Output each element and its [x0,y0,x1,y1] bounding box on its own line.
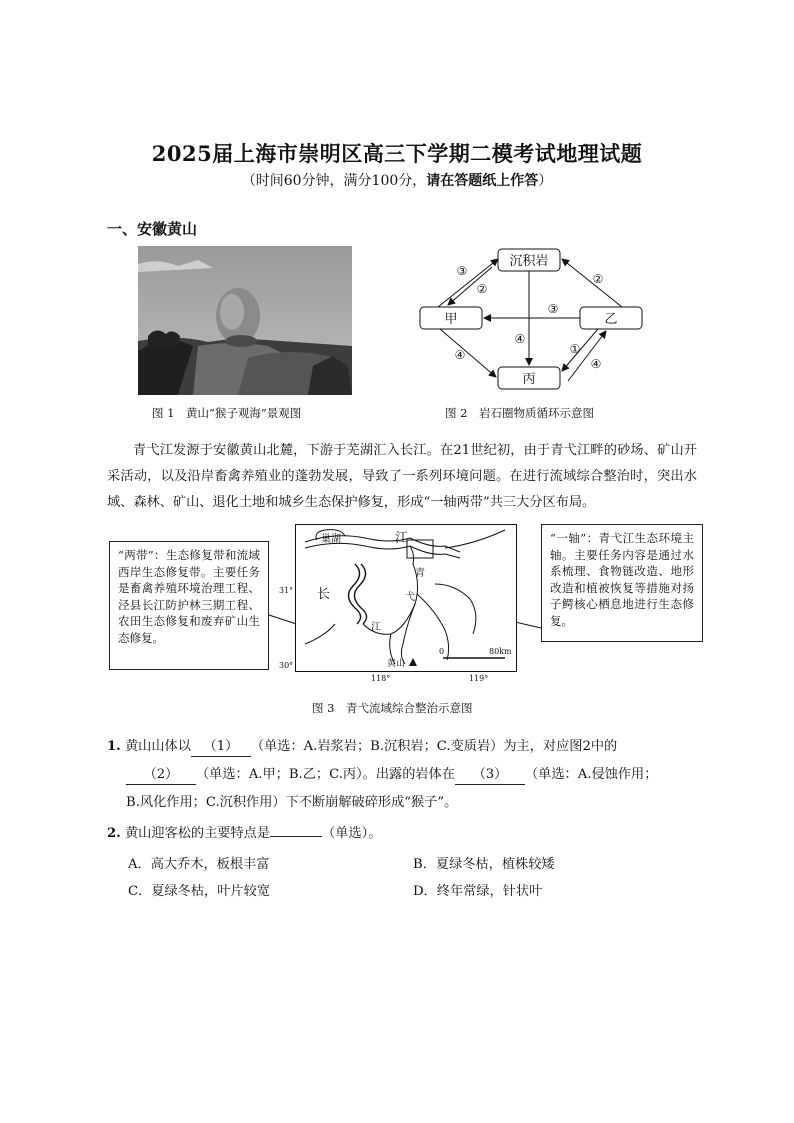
label-4-center: ④ [514,332,526,346]
question-number: 2. [107,826,121,841]
river-chang-label: 长 [317,587,331,602]
label-4-left: ④ [454,348,466,362]
rock-cycle-diagram [410,243,660,393]
qingyi-river-map [295,524,517,672]
answer-blank-1[interactable]: （1） [191,738,251,757]
label-2-left: ② [476,282,488,296]
question-text: B.风化作用；C.沉积作用）下不断崩解破碎形成“猴子”。 [126,795,458,810]
node-bottom-label: 丙 [522,372,536,387]
instructions-close: ） [538,173,553,189]
label-3-left: ③ [456,264,468,278]
huangshan-monkey-photo [138,246,352,395]
lat30-tick: 30° [279,661,294,670]
yi-label: 弋 [405,592,415,603]
option-c[interactable]: C．夏绿冬枯，叶片较宽 [128,884,270,899]
question-2 [107,820,707,848]
one-axis-callout: “一轴”：青弋江生态环境主轴。主要任务内容是通过水系梳理、食物链改造、地形改造和植被恢复等措施对扬子鳄核心栖息地进行生态修复。 [541,524,703,642]
option-d[interactable]: D．终年常绿，针状叶 [413,884,543,899]
node-left-label: 甲 [444,312,458,327]
qing-label: 青 [415,568,425,579]
node-right-label: 乙 [604,312,618,327]
river-jiang-label: 江 [395,531,409,546]
page-title: 2025届上海市崇明区高三下学期二模考试地理试题 [151,141,643,166]
label-2-right: ② [592,272,604,286]
lon118-tick: 118° [371,674,391,683]
lon119-tick: 119° [469,674,489,683]
answer-blank-3[interactable]: （3） [455,766,525,785]
scale-zero: 0 [439,647,445,656]
question-text: 黄山山体以 [124,739,191,754]
instructions-text: （时间60分钟，满分100分， [241,173,427,189]
instructions-emphasis: 请在答题纸上作答 [426,173,539,189]
option-b[interactable]: B．夏绿冬枯，植株较矮 [413,857,555,872]
intro-paragraph: 青弋江发源于安徽黄山北麓，下游于芜湖汇入长江。在21世纪初，由于青弋江畔的砂场、矿山开采活动，以及沿岸畜禽养殖业的蓬勃发展，导致了一系列环境问题。在进行流域综合整治时，突出水域、森林、矿山、退化土地和城乡生态保护修复，形成“一轴两带”共三大分区布局。 [107,443,697,510]
river-jiang2-label: 江 [371,622,381,633]
node-top-label: 沉积岩 [509,254,549,269]
figure3-caption: 图 3 青弋流域综合整治示意图 [312,701,473,715]
answer-blank-q2[interactable] [270,836,322,837]
section-heading: 一、安徽黄山 [107,220,198,238]
question-text: （单选：A.甲；B.乙；C.丙）。出露的岩体在 [196,767,455,782]
answer-blank-2[interactable]: （2） [126,766,196,785]
mountain-label: 黄山 [387,659,406,669]
question-1-line2 [126,761,716,789]
question-text: （单选：A.岩浆岩；B.沉积岩；C.变质岩）为主，对应图2中的 [250,739,618,754]
two-belts-callout: “两带”：生态修复带和流域西岸生态修复带。主要任务是畜禽养殖环境治理工程、泾县长江防护林三期工程、农田生态修复和废弃矿山生态修复。 [109,541,269,670]
label-3-middle: ③ [547,302,559,316]
question-number: 1. [107,739,121,754]
question-text: 黄山迎客松的主要特点是 [124,826,271,841]
label-4-right: ④ [590,357,602,371]
question-1-line3 [126,789,716,817]
question-text: （单选）。 [322,826,382,841]
exam-instructions [0,170,794,190]
figure1-caption: 图 1 黄山“猴子观海”景观图 [152,406,302,420]
scale-80km: 80km [489,647,512,656]
question-1 [107,733,707,761]
question-text: （单选：A.侵蚀作用； [525,767,658,782]
lat31-tick: 31° [279,586,294,595]
label-1-right: ① [569,342,581,356]
option-a[interactable]: A．高大乔木，板根丰富 [128,857,270,872]
figure2-caption: 图 2 岩石圈物质循环示意图 [445,406,594,420]
lake-label: 巢湖 [321,534,341,545]
